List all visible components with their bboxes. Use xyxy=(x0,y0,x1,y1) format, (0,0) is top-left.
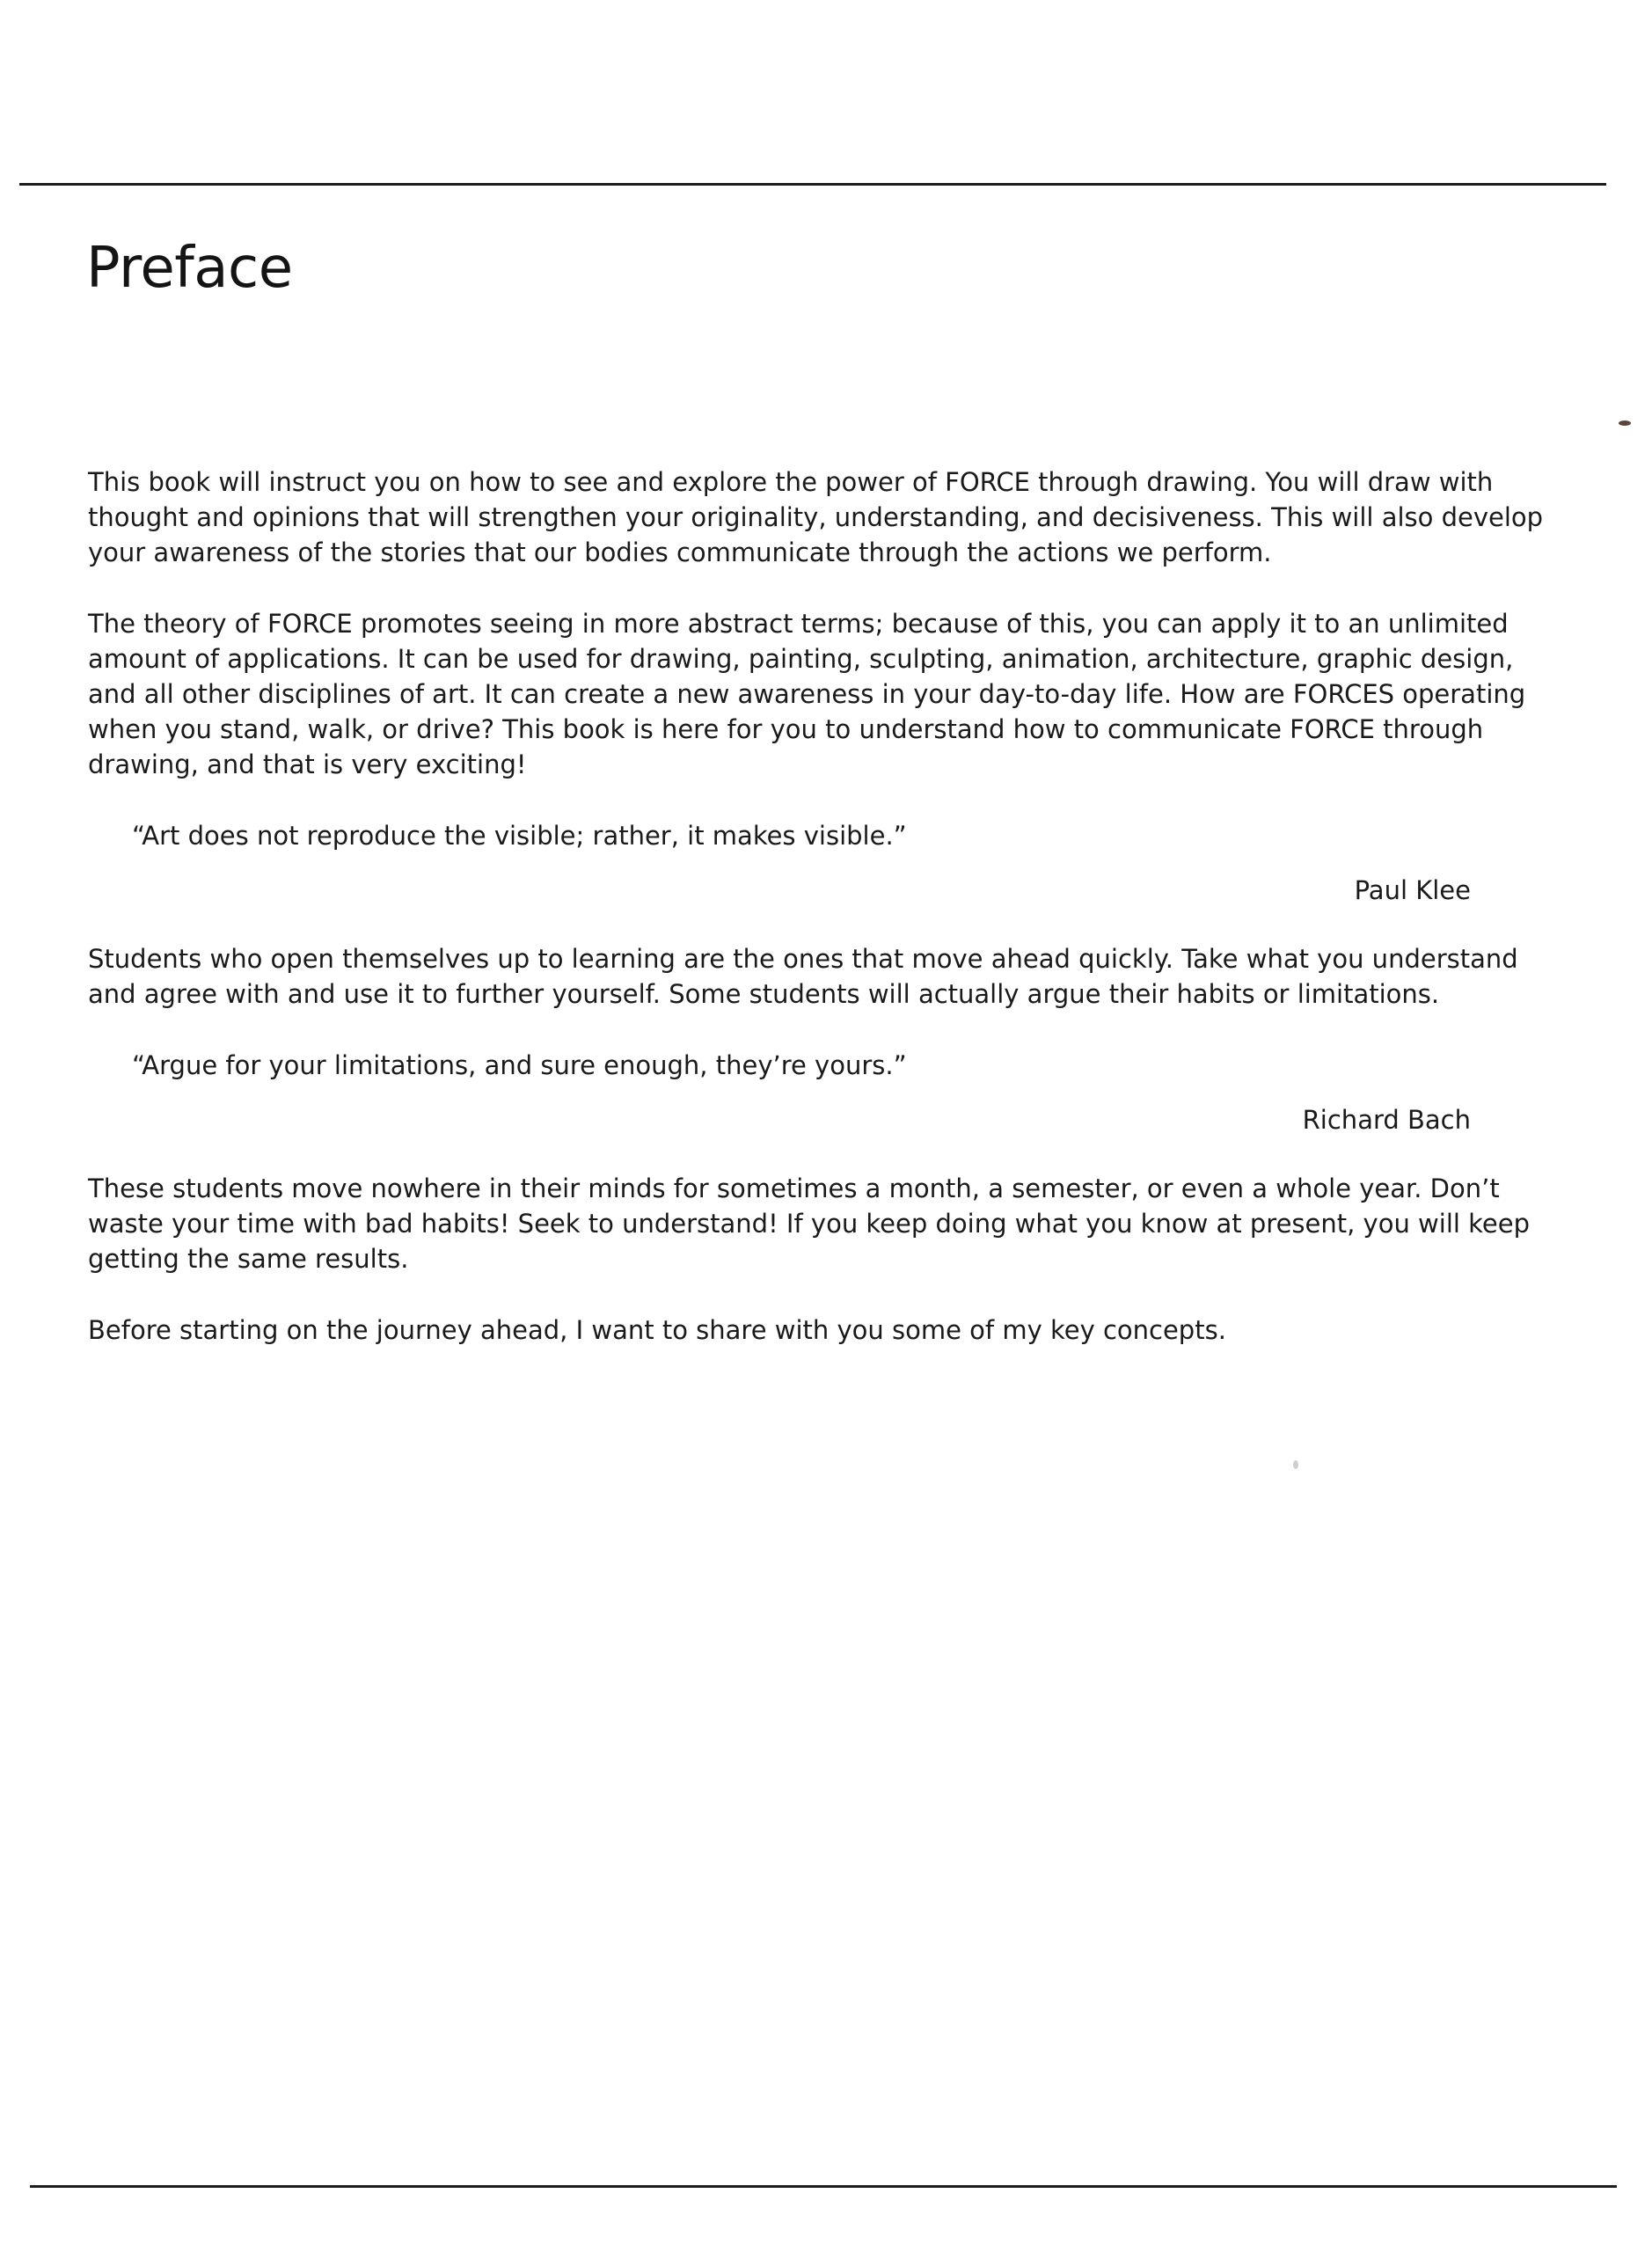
quote-richard-bach: “Argue for your limitations, and sure enough, they’re yours.” xyxy=(132,1050,907,1080)
quote-attribution-richard-bach: Richard Bach xyxy=(1302,1105,1471,1135)
paragraph-5: Before starting on the journey ahead, I want to share with you some of my key concepts. xyxy=(88,1315,1226,1345)
preface-body xyxy=(88,464,1548,1384)
top-rule xyxy=(19,183,1606,186)
quote-paul-klee: “Art does not reproduce the visible; rather, it makes visible.” xyxy=(132,821,907,851)
quote-attribution-paul-klee: Paul Klee xyxy=(1354,875,1471,905)
scan-mark xyxy=(1293,1460,1298,1469)
paragraph-2: The theory of FORCE promotes seeing in more abstract terms; because of this, you can apply it to an unlimited amount of applications. It can be used for drawing, painting, sculpting, animation, architecture, graphic design, and all other disciplines of art. It can create a new awareness in your day-to-day life. How are FORCES operating when you stand, walk, or drive? This book is here for you to understand how to communicate FORCE through drawing, and that is very exciting! xyxy=(88,609,1526,779)
paragraph-4: These students move nowhere in their minds for sometimes a month, a semester, or even a whole year. Don’t waste your time with bad habits! Seek to understand! If you keep doing what you know at present, you will keep getting the same results. xyxy=(88,1174,1531,1274)
paragraph-1: This book will instruct you on how to see and explore the power of FORCE through drawing. You will draw with thought and opinions that will strengthen your originality, understanding, and decisiveness. This will also develop your awareness of the stories that our bodies communicate through the actions we perform. xyxy=(88,467,1544,567)
bottom-rule xyxy=(30,2185,1617,2188)
paragraph-3: Students who open themselves up to learning are the ones that move ahead quickly. Take what you understand and agree with and use it to further yourself. Some students will actually argue their habits or limitations. xyxy=(88,944,1518,1009)
scan-speck xyxy=(1619,420,1631,426)
page-title: Preface xyxy=(86,236,293,301)
